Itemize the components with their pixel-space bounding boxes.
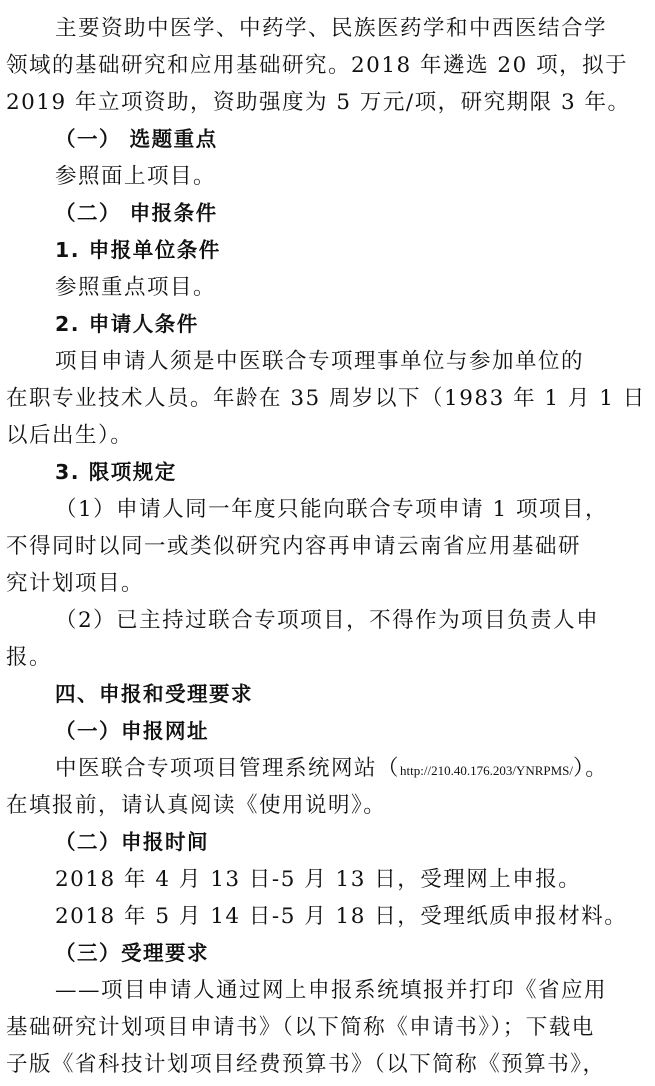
rule-1-line-3: 究计划项目。 (6, 571, 145, 596)
section-conditions-title: （二） 申报条件 (55, 201, 218, 225)
system-url-link[interactable]: http://210.40.176.203/YNRPMS/ (400, 763, 574, 778)
applicant-conditions-line-1: 项目申请人须是中医联合专项理事单位与参加单位的 (55, 349, 585, 374)
applicant-conditions-line-3: 以后出生）。 (6, 423, 134, 448)
rule-1-line-1: （1）申请人同一年度只能向联合专项申请 1 项项目， (55, 497, 609, 522)
rule-2-line-2: 报。 (6, 645, 53, 670)
section-time-title: （二）申报时间 (55, 830, 209, 854)
rule-1-line-2: 不得同时以同一或类似研究内容再申请云南省应用基础研 (6, 534, 582, 559)
para-funding-line-1: 主要资助中医学、中药学、民族医药学和中西医结合学 (55, 16, 608, 41)
section-topic-focus-body: 参照面上项目。 (55, 164, 217, 189)
website-line-1-text: 中医联合专项项目管理系统网站（ (55, 756, 401, 781)
subsection-unit-conditions-body: 参照重点项目。 (55, 275, 217, 300)
subsection-unit-conditions-title: 1. 申报单位条件 (55, 238, 221, 262)
rule-2-line-1: （2）已主持过联合专项项目，不得作为项目负责人申 (55, 608, 600, 633)
acceptance-line-2: 基础研究计划项目申请书》（以下简称《申请书》）；下载电 (6, 1015, 595, 1040)
website-line-1-end: ）。 (573, 756, 609, 781)
time-online-line: 2018 年 4 月 13 日-5 月 13 日，受理网上申报。 (55, 867, 582, 892)
subsection-limit-rules-title: 3. 限项规定 (55, 460, 177, 484)
section-acceptance-title: （三）受理要求 (55, 941, 209, 965)
acceptance-line-3: 子版《省科技计划项目经费预算书》（以下简称《预算书》， (6, 1052, 606, 1077)
website-line-2: 在填报前，请认真阅读《使用说明》。 (6, 793, 387, 818)
website-line-1 (6, 750, 649, 787)
acceptance-line-1: ——项目申请人通过网上申报系统填报并打印《省应用 (55, 978, 608, 1003)
subsection-applicant-conditions-title: 2. 申请人条件 (55, 312, 199, 336)
time-paper-line: 2018 年 5 月 14 日-5 月 18 日，受理纸质申报材料。 (55, 904, 628, 929)
para-funding-line-3: 2019 年立项资助，资助强度为 5 万元/项，研究期限 3 年。 (6, 90, 631, 115)
section-topic-focus-title: （一） 选题重点 (55, 127, 218, 151)
applicant-conditions-line-2: 在职专业技术人员。年龄在 35 周岁以下（1983 年 1 月 1 日 (6, 386, 646, 411)
part-four-title: 四、申报和受理要求 (55, 682, 253, 706)
section-website-title: （一）申报网址 (55, 719, 209, 743)
para-funding-line-2: 领域的基础研究和应用基础研究。2018 年遴选 20 项，拟于 (6, 53, 629, 78)
